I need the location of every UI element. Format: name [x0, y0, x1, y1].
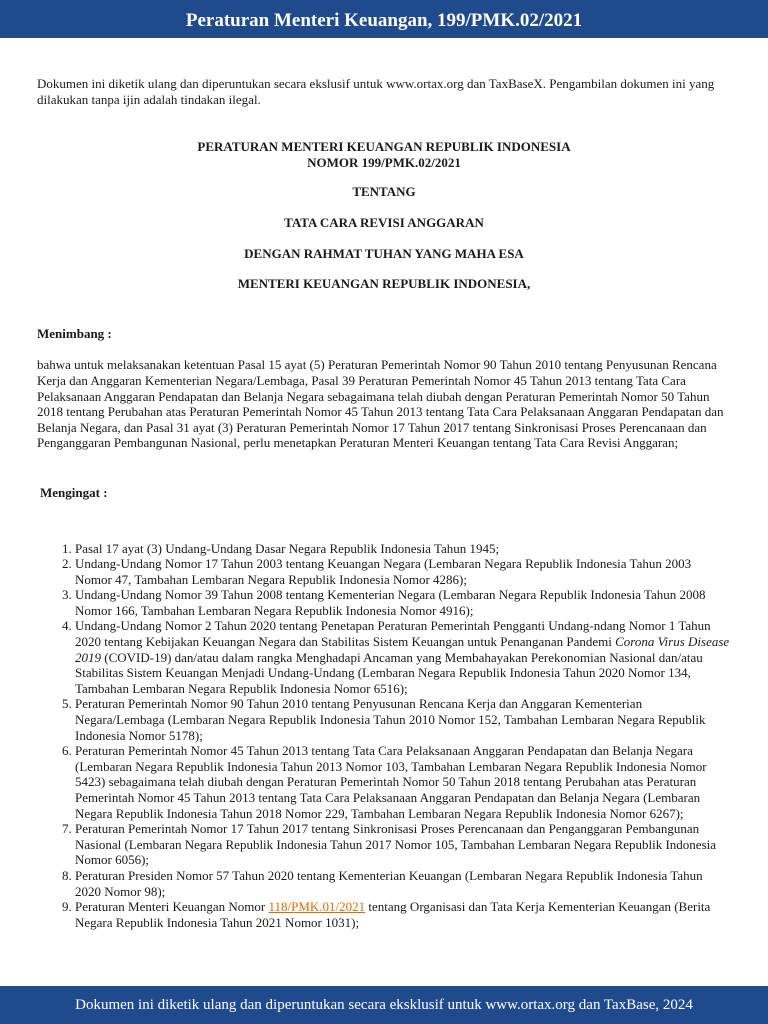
footer-text: Dokumen ini diketik ulang dan diperuntukan secara eksklusif untuk www.ortax.org dan TaxBase, 2024	[75, 997, 693, 1013]
list-item	[75, 868, 731, 899]
list-item	[75, 696, 731, 743]
rahmat-heading: DENGAN RAHMAT TUHAN YANG MAHA ESA	[244, 245, 524, 261]
list-item	[75, 743, 731, 821]
tentang-heading: TENTANG	[352, 184, 416, 200]
footer-banner	[0, 986, 768, 1024]
document-title-banner	[0, 0, 768, 38]
document-body	[37, 76, 731, 930]
list-item-text: Peraturan Pemerintah Nomor 90 Tahun 2010 tentang Penyusunan Rencana Kerja dan Anggaran Kementerian Negara/Lembaga (Lembaran Negara Republik Indonesia Tahun 2010 Nomor 152, Tambahan Lembaran Negara Republik Indonesia Nomor 5178);	[75, 696, 706, 743]
list-item	[75, 541, 731, 557]
menimbang-text: bahwa untuk melaksanakan ketentuan Pasal 15 ayat (5) Peraturan Pemerintah Nomor 90 Tahun 2010 tentang Penyusunan Rencana Kerja dan Anggaran Kementerian Negara/Lembaga, Pasal 39 Peraturan Pemerintah Nomor 45 Tahun 2013 tentang Tata Cara Pelaksanaan Anggaran Pendapatan dan Belanja Negara sebagaimana telah diubah dengan Peraturan Pemerintah Nomor 50 Tahun 2018 tentang Perubahan atas Peraturan Pemerintah Nomor 45 Tahun 2013 tentang Tata Cara Pelaksanaan Anggaran Pendapatan dan Belanja Negara, dan Pasal 31 ayat (3) Peraturan Pemerintah Nomor 17 Tahun 2017 tentang Sinkronisasi Proses Perencanaan dan Penganggaran Pembangunan Nasional, perlu menetapkan Peraturan Menteri Keuangan tentang Tata Cara Revisi Anggaran;	[37, 357, 724, 451]
list-item-text-post: (COVID-19) dan/atau dalam rangka Menghadapi Ancaman yang Membahayakan Perekonomian Nasional dan/atau Stabilitas Sistem Keuangan Menjadi Undang-Undang (Lembaran Negara Republik Indonesia Tahun 2020 Nomor 134, Tambahan Lembaran Negara Republik Indonesia Nomor 6516);	[75, 649, 703, 696]
regulation-heading-line1: PERATURAN MENTERI KEUANGAN REPUBLIK INDONESIA	[197, 139, 571, 155]
list-item	[75, 556, 731, 587]
list-item-text: Undang-Undang Nomor 17 Tahun 2003 tentang Keuangan Negara (Lembaran Negara Republik Indonesia Tahun 2003 Nomor 47, Tambahan Lembaran Negara Republik Indonesia Nomor 4286);	[75, 556, 692, 587]
document-title: Peraturan Menteri Keuangan, 199/PMK.02/2021	[185, 10, 583, 31]
list-item	[75, 821, 731, 868]
list-item-text-post: tentang Organisasi dan Tata Kerja Kementerian Keuangan (Berita Negara Republik Indonesia Tahun 2021 Nomor 1031);	[75, 899, 711, 930]
menteri-heading: MENTERI KEUANGAN REPUBLIK INDONESIA,	[237, 276, 531, 292]
list-item-text: Peraturan Presiden Nomor 57 Tahun 2020 tentang Kementerian Keuangan (Lembaran Negara Republik Indonesia Tahun 2020 Nomor 98);	[75, 867, 703, 899]
list-item-text: Peraturan Pemerintah Nomor 17 Tahun 2017 tentang Sinkronisasi Proses Perencanaan dan Penganggaran Pembangunan Nasional (Lembaran Negara Republik Indonesia Tahun 2017 Nomor 105, Tambahan Lembaran Negara Republik Indonesia Nomor 6056);	[75, 821, 717, 868]
list-item	[75, 587, 731, 618]
list-item-text-pre: Undang-Undang Nomor 2 Tahun 2020 tentang Penetapan Peraturan Pemerintah Pengganti Undang-ndang Nomor 1 Tahun 2020 tentang Kebijakan Keuangan Negara dan Stabilitas Sistem Keuangan untuk Penanganan Pandemi	[75, 618, 711, 650]
list-item-italic-text: Corona Virus Disease 2019	[75, 634, 730, 665]
mengingat-list	[37, 541, 731, 931]
regulation-subject: TATA CARA REVISI ANGGARAN	[284, 214, 484, 230]
list-item-text: Pasal 17 ayat (3) Undang-Undang Dasar Negara Republik Indonesia Tahun 1945;	[75, 540, 500, 556]
list-item	[75, 618, 731, 696]
regulation-number: NOMOR 199/PMK.02/2021	[307, 154, 461, 170]
list-item-text: Peraturan Pemerintah Nomor 45 Tahun 2013 tentang Tata Cara Pelaksanaan Anggaran Pendapatan dan Belanja Negara (Lembaran Negara Republik Indonesia Tahun 2013 Nomor 103, Tambahan Lembaran Negara Republik Indonesia Nomor 5423) sebagaimana telah diubah dengan Peraturan Pemerintah Nomor 50 Tahun 2018 tentang Perubahan atas Peraturan Pemerintah Nomor 45 Tahun 2013 tentang Tata Cara Pelaksanaan Anggaran Pendapatan dan Belanja Negara (Lembaran Negara Republik Indonesia Tahun 2018 Nomor 229, Tambahan Lembaran Negara Republik Indonesia Nomor 6267);	[75, 743, 707, 821]
disclaimer-text: Dokumen ini diketik ulang dan diperuntukan secara ekslusif untuk www.ortax.org dan TaxBaseX. Pengambilan dokumen ini yang dilakukan tanpa ijin adalah tindakan ilegal.	[37, 76, 715, 107]
list-item-text-pre: Peraturan Menteri Keuangan Nomor	[75, 899, 269, 915]
mengingat-label: Mengingat :	[40, 484, 108, 500]
list-item	[75, 899, 731, 930]
menimbang-label: Menimbang :	[37, 325, 112, 341]
regulation-link[interactable]: 118/PMK.01/2021	[268, 899, 366, 915]
list-item-text: Undang-Undang Nomor 39 Tahun 2008 tentang Kementerian Negara (Lembaran Negara Republik Indonesia Tahun 2008 Nomor 166, Tambahan Lembaran Negara Republik Indonesia Nomor 4916);	[75, 587, 706, 618]
